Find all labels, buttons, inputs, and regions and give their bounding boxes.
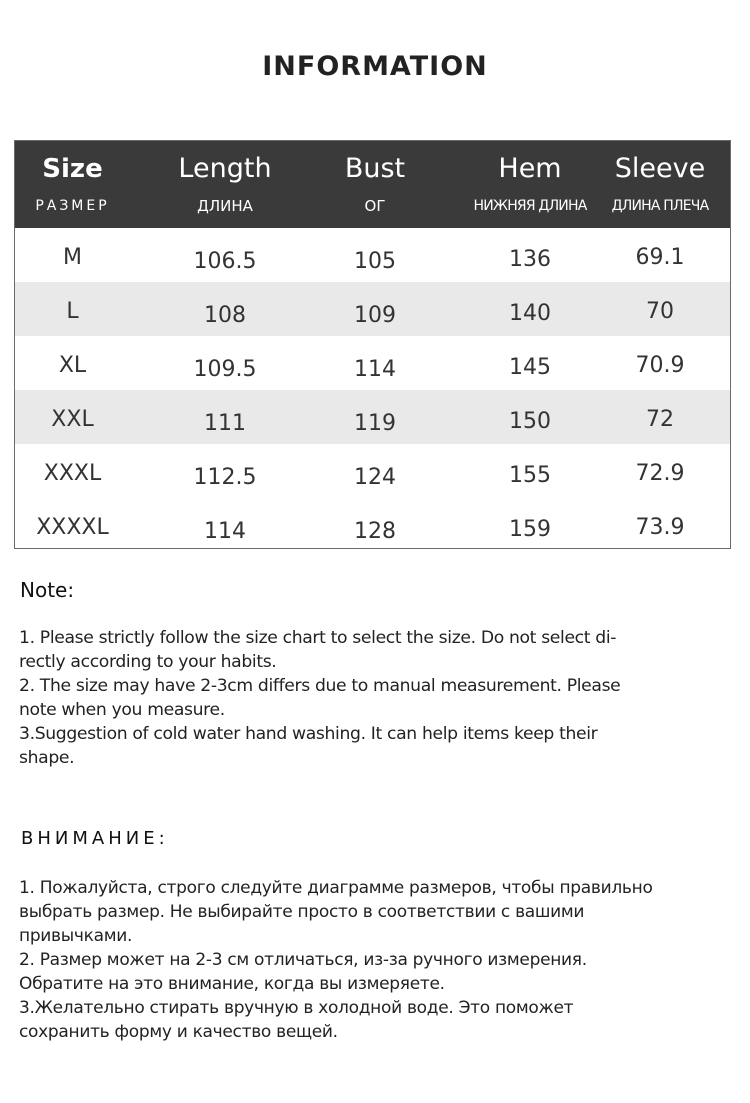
cell-bust: 124 bbox=[354, 465, 396, 490]
table-row-m bbox=[15, 228, 731, 282]
header-length-en: Length bbox=[178, 153, 272, 184]
cell-sleeve: 72 bbox=[646, 407, 674, 432]
cell-size: XXXL bbox=[43, 461, 102, 486]
cell-hem: 155 bbox=[509, 463, 551, 488]
cell-length: 114 bbox=[204, 519, 246, 544]
cell-hem: 136 bbox=[509, 247, 551, 272]
page-title: INFORMATION bbox=[262, 51, 488, 82]
table-row-xxxxl bbox=[15, 498, 731, 549]
header-size-en: Size bbox=[42, 154, 103, 184]
note-heading: Note: bbox=[20, 578, 75, 602]
cell-sleeve: 72.9 bbox=[635, 461, 685, 486]
cell-hem: 140 bbox=[509, 301, 551, 326]
cell-bust: 114 bbox=[354, 357, 396, 382]
header-length bbox=[150, 141, 300, 228]
cell-size: L bbox=[66, 299, 79, 324]
table-row-xxxl bbox=[15, 444, 731, 498]
cell-length: 112.5 bbox=[193, 465, 257, 490]
cell-length: 108 bbox=[204, 303, 246, 328]
cell-size: XL bbox=[58, 353, 87, 378]
note-body-english: 1. Please strictly follow the size chart to select the size. Do not select di- rectly according to your habits. 2. The size may have 2-3cm differs due to manual measurement. Please note when you measure. 3.Suggestion of cold water hand washing. It can help items keep their shape. bbox=[19, 628, 621, 768]
table-row-xxl bbox=[15, 390, 731, 444]
cell-sleeve: 69.1 bbox=[635, 245, 685, 270]
cell-bust: 128 bbox=[354, 519, 396, 544]
header-sleeve-en: Sleeve bbox=[614, 153, 706, 184]
cell-length: 109.5 bbox=[193, 357, 257, 382]
header-bust-en: Bust bbox=[344, 153, 406, 184]
size-chart-table bbox=[14, 140, 731, 549]
cell-hem: 145 bbox=[509, 355, 551, 380]
header-bust bbox=[300, 141, 450, 228]
table-row-xl bbox=[15, 336, 731, 390]
table-header-row bbox=[15, 141, 731, 228]
cell-bust: 105 bbox=[354, 249, 396, 274]
header-length-ru: ДЛИНА bbox=[197, 197, 253, 215]
header-size-ru: РАЗМЕР bbox=[35, 198, 110, 214]
cell-bust: 109 bbox=[354, 303, 396, 328]
note-body-russian: 1. Пожалуйста, строго следуйте диаграмме размеров, чтобы правильно выбрать размер. Не выбирайте просто в соответствии с вашими привычками. 2. Размер может на 2-3 см отличаться, из-за ручного измерения. Обратите на это внимание, когда вы измеряете. 3.Желательно стирать вручную в холодной воде. Это поможет сохранить форму и качество вещей. bbox=[19, 878, 653, 1042]
header-sleeve bbox=[590, 141, 730, 228]
cell-sleeve: 70.9 bbox=[635, 353, 685, 378]
cell-size: XXL bbox=[51, 407, 94, 432]
cell-size: XXXXL bbox=[36, 515, 109, 540]
cell-bust: 119 bbox=[354, 411, 396, 436]
cell-size: M bbox=[63, 245, 82, 270]
header-hem-en: Hem bbox=[498, 153, 562, 184]
header-hem-ru: НИЖНЯЯ ДЛИНА bbox=[473, 198, 587, 214]
cell-length: 111 bbox=[204, 411, 246, 436]
table-row-l bbox=[15, 282, 731, 336]
cell-sleeve: 73.9 bbox=[635, 515, 685, 540]
cell-hem: 159 bbox=[509, 517, 551, 542]
cell-sleeve: 70 bbox=[646, 299, 674, 324]
cell-length: 106.5 bbox=[193, 249, 257, 274]
header-bust-ru: ОГ bbox=[364, 197, 386, 215]
attention-heading: ВНИМАНИЕ: bbox=[21, 828, 169, 849]
header-hem bbox=[450, 141, 610, 228]
header-size bbox=[15, 141, 130, 228]
cell-hem: 150 bbox=[509, 409, 551, 434]
header-sleeve-ru: ДЛИНА ПЛЕЧА bbox=[611, 198, 709, 214]
